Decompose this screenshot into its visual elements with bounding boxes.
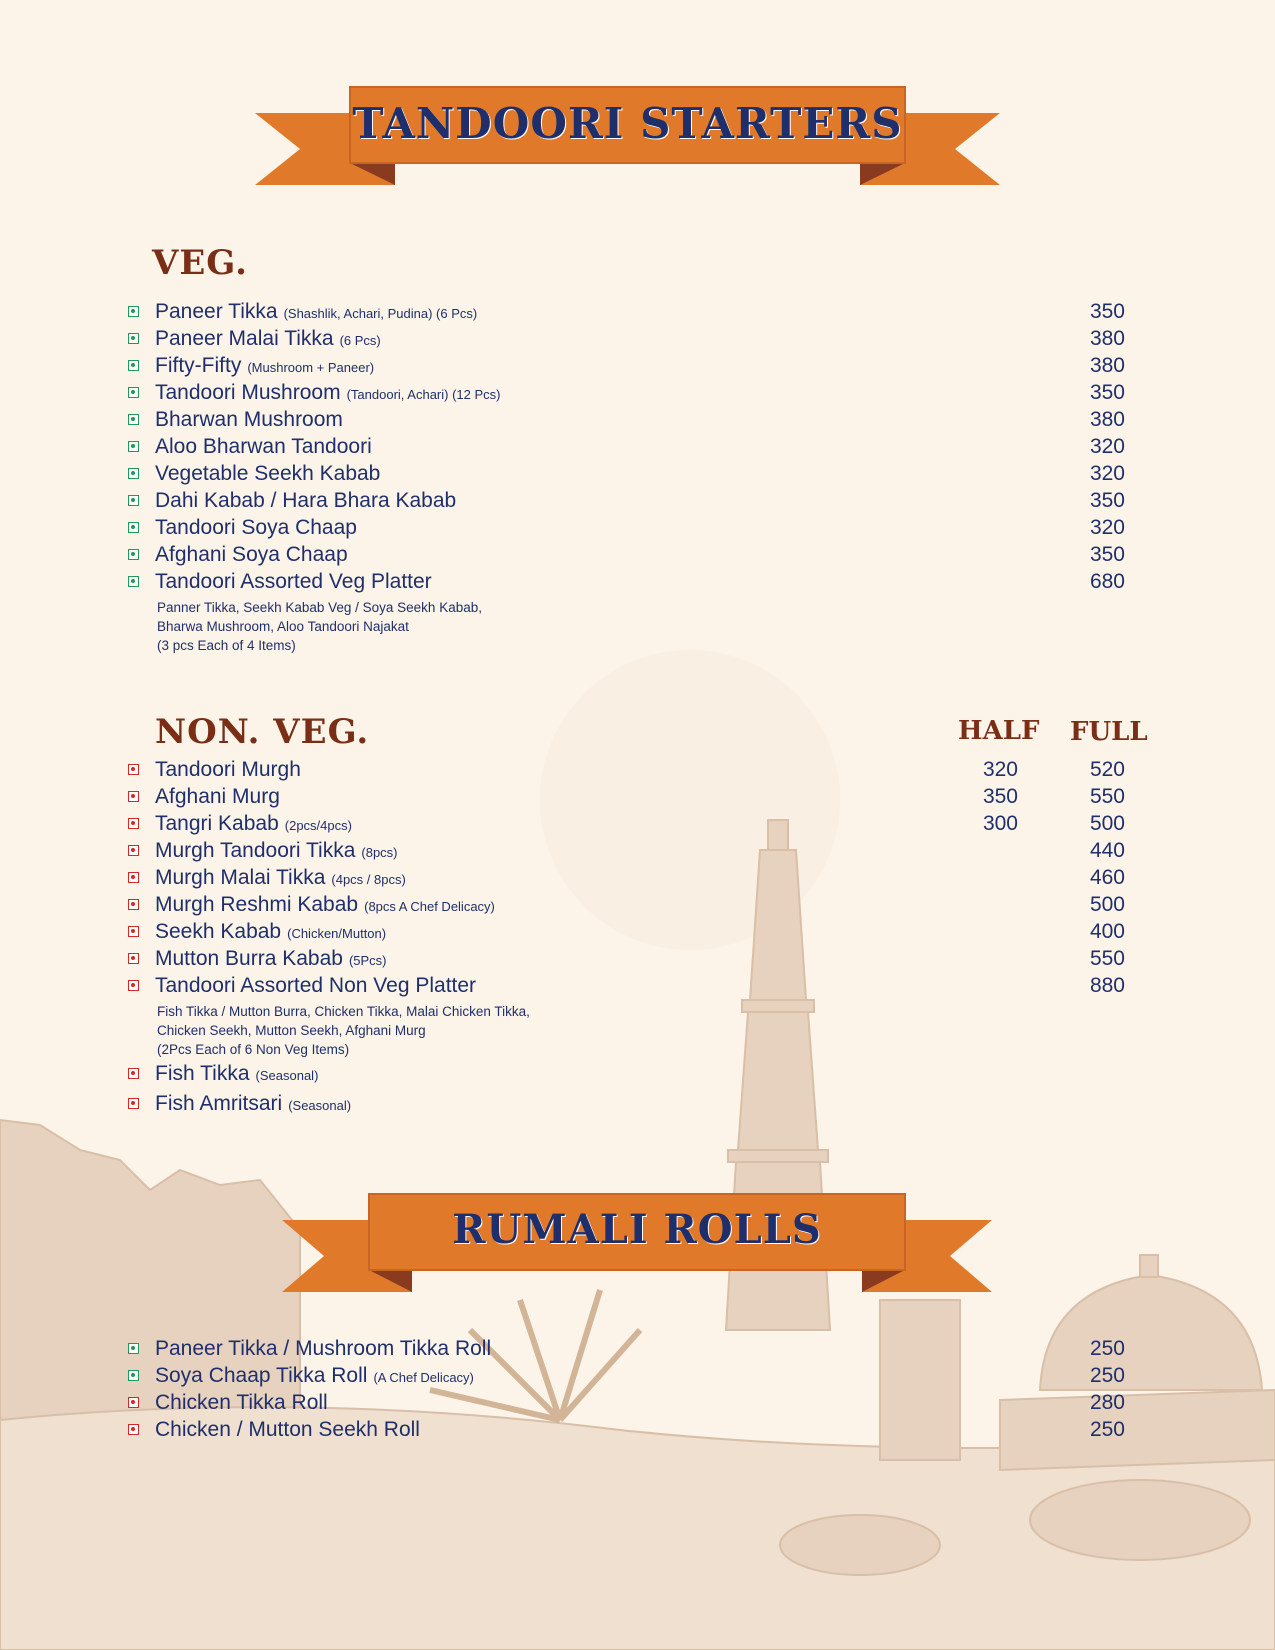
item-name: Afghani Soya Chaap xyxy=(155,543,348,566)
menu-item xyxy=(155,839,398,863)
item-note: (Shashlik, Achari, Pudina) (6 Pcs) xyxy=(283,306,478,321)
item-name: Murgh Malai Tikka xyxy=(155,866,326,889)
menu-item xyxy=(155,516,357,540)
menu-item xyxy=(155,893,495,917)
menu-item xyxy=(155,1337,491,1361)
item-name: Paneer Tikka / Mushroom Tikka Roll xyxy=(155,1337,492,1360)
menu-item-row xyxy=(0,1062,1275,1089)
item-name: Paneer Tikka xyxy=(155,300,278,323)
item-name: Tandoori Soya Chaap xyxy=(155,516,357,539)
price: 380 xyxy=(1089,408,1125,431)
item-name: Aloo Bharwan Tandoori xyxy=(155,435,372,458)
menu-item xyxy=(155,866,406,890)
menu-item xyxy=(155,1062,318,1086)
menu-item-row xyxy=(0,866,1275,893)
banner-title: TANDOORI STARTERS xyxy=(352,99,903,148)
menu-item-row xyxy=(0,812,1275,839)
menu-item-row xyxy=(0,354,1275,381)
price: 500 xyxy=(1089,893,1125,916)
item-note: (2pcs/4pcs) xyxy=(284,818,352,833)
item-name: Vegetable Seekh Kabab xyxy=(155,462,381,485)
nonveg-symbol-icon xyxy=(128,872,139,883)
veg-platter-description xyxy=(157,598,677,655)
item-note: (4pcs / 8pcs) xyxy=(331,872,406,887)
item-name: Bharwan Mushroom xyxy=(155,408,343,431)
menu-item xyxy=(155,327,381,351)
menu-item-row xyxy=(0,758,1275,785)
item-note: (A Chef Delicacy) xyxy=(373,1370,474,1385)
menu-item xyxy=(155,1391,328,1415)
item-name: Tandoori Murgh xyxy=(155,758,301,781)
veg-symbol-icon xyxy=(128,306,139,317)
nonveg-symbol-icon xyxy=(128,899,139,910)
menu-item xyxy=(155,758,301,782)
price: 550 xyxy=(1089,947,1125,970)
price: 500 xyxy=(1089,812,1125,835)
nonveg-symbol-icon xyxy=(128,1397,139,1408)
half-price: 350 xyxy=(982,785,1018,808)
item-note: (Seasonal) xyxy=(255,1068,319,1083)
menu-item xyxy=(155,435,372,459)
price: 400 xyxy=(1089,920,1125,943)
veg-symbol-icon xyxy=(128,333,139,344)
half-price: 300 xyxy=(982,812,1018,835)
item-name: Chicken Tikka Roll xyxy=(155,1391,328,1414)
price: 250 xyxy=(1089,1418,1125,1441)
nonveg-platter-description xyxy=(157,1002,677,1059)
nonveg-symbol-icon xyxy=(128,1068,139,1079)
item-name: Dahi Kabab / Hara Bhara Kabab xyxy=(155,489,457,512)
menu-item xyxy=(155,812,352,836)
nonveg-symbol-icon xyxy=(128,1098,139,1109)
menu-item-row xyxy=(0,435,1275,462)
menu-item-row xyxy=(0,1337,1275,1364)
item-name: Murgh Tandoori Tikka xyxy=(155,839,356,862)
veg-symbol-icon xyxy=(128,1343,139,1354)
nonveg-symbol-icon xyxy=(128,845,139,856)
item-name: Fish Tikka xyxy=(155,1062,250,1085)
price: 320 xyxy=(1089,435,1125,458)
price: 280 xyxy=(1089,1391,1125,1414)
half-column-header: HALF xyxy=(958,716,1040,746)
menu-item-row xyxy=(0,785,1275,812)
description-line: (3 pcs Each of 4 Items) xyxy=(157,638,296,653)
veg-symbol-icon xyxy=(128,1370,139,1381)
veg-symbol-icon xyxy=(128,387,139,398)
price: 350 xyxy=(1089,543,1125,566)
menu-item xyxy=(155,489,456,513)
menu-item-row xyxy=(0,327,1275,354)
menu-item xyxy=(155,543,348,567)
price: 350 xyxy=(1089,381,1125,404)
item-note: (6 Pcs) xyxy=(339,333,381,348)
item-name: Tandoori Mushroom xyxy=(155,381,341,404)
price: 680 xyxy=(1089,570,1125,593)
veg-symbol-icon xyxy=(128,468,139,479)
menu-item-row xyxy=(0,974,1275,1001)
menu-item xyxy=(155,300,477,324)
nonveg-symbol-icon xyxy=(128,1424,139,1435)
menu-item-row xyxy=(0,1092,1275,1119)
menu-item-row xyxy=(0,920,1275,947)
menu-item xyxy=(155,947,387,971)
item-name: Tangri Kabab xyxy=(155,812,279,835)
menu-item-row xyxy=(0,839,1275,866)
price: 350 xyxy=(1089,300,1125,323)
description-line: (2Pcs Each of 6 Non Veg Items) xyxy=(157,1042,350,1057)
item-name: Seekh Kabab xyxy=(155,920,282,943)
menu-item-row xyxy=(0,947,1275,974)
menu-item xyxy=(155,1418,420,1442)
menu-item-row xyxy=(0,462,1275,489)
nonveg-symbol-icon xyxy=(128,980,139,991)
veg-symbol-icon xyxy=(128,522,139,533)
price: 880 xyxy=(1089,974,1125,997)
menu-item-row xyxy=(0,543,1275,570)
menu-item-row xyxy=(0,516,1275,543)
veg-symbol-icon xyxy=(128,441,139,452)
item-name: Murgh Reshmi Kabab xyxy=(155,893,359,916)
price: 460 xyxy=(1089,866,1125,889)
veg-symbol-icon xyxy=(128,360,139,371)
menu-item-row xyxy=(0,408,1275,435)
veg-symbol-icon xyxy=(128,549,139,560)
item-name: Tandoori Assorted Non Veg Platter xyxy=(155,974,477,997)
item-note: (Tandoori, Achari) (12 Pcs) xyxy=(346,387,501,402)
menu-item xyxy=(155,974,476,998)
item-name: Fish Amritsari xyxy=(155,1092,283,1115)
price: 520 xyxy=(1089,758,1125,781)
price: 250 xyxy=(1089,1364,1125,1387)
full-column-header: FULL xyxy=(1070,717,1148,747)
menu-item xyxy=(155,570,432,594)
menu-item xyxy=(155,920,386,944)
item-name: Soya Chaap Tikka Roll xyxy=(155,1364,368,1387)
item-note: (8pcs) xyxy=(361,845,398,860)
nonveg-symbol-icon xyxy=(128,818,139,829)
nonveg-symbol-icon xyxy=(128,926,139,937)
menu-item-row xyxy=(0,893,1275,920)
menu-item-row xyxy=(0,1364,1275,1391)
item-note: (Seasonal) xyxy=(288,1098,352,1113)
menu-item xyxy=(155,785,280,809)
price: 350 xyxy=(1089,489,1125,512)
banner-title: RUMALI ROLLS xyxy=(452,1206,822,1253)
menu-item-row xyxy=(0,1418,1275,1445)
tandoori-starters-banner xyxy=(255,85,1000,190)
item-note: (Chicken/Mutton) xyxy=(287,926,387,941)
menu-item xyxy=(155,1364,474,1388)
menu-item-row xyxy=(0,570,1275,597)
nonveg-heading: NON. VEG. xyxy=(155,712,370,752)
description-line: Fish Tikka / Mutton Burra, Chicken Tikka, Malai Chicken Tikka, xyxy=(157,1004,530,1019)
menu-item xyxy=(155,381,501,405)
item-note: (8pcs A Chef Delicacy) xyxy=(364,899,495,914)
menu-item-row xyxy=(0,489,1275,516)
item-name: Tandoori Assorted Veg Platter xyxy=(155,570,432,593)
veg-symbol-icon xyxy=(128,576,139,587)
menu-item-row xyxy=(0,381,1275,408)
item-name: Paneer Malai Tikka xyxy=(155,327,334,350)
description-line: Chicken Seekh, Mutton Seekh, Afghani Murg xyxy=(157,1023,426,1038)
item-note: (5Pcs) xyxy=(348,953,387,968)
menu-item-row xyxy=(0,300,1275,327)
nonveg-symbol-icon xyxy=(128,791,139,802)
half-price: 320 xyxy=(982,758,1018,781)
item-name: Mutton Burra Kabab xyxy=(155,947,343,970)
nonveg-symbol-icon xyxy=(128,953,139,964)
price: 380 xyxy=(1089,354,1125,377)
item-name: Afghani Murg xyxy=(155,785,280,808)
menu-item xyxy=(155,1092,351,1116)
item-note: (Mushroom + Paneer) xyxy=(247,360,375,375)
nonveg-symbol-icon xyxy=(128,764,139,775)
veg-symbol-icon xyxy=(128,414,139,425)
veg-symbol-icon xyxy=(128,495,139,506)
item-name: Chicken / Mutton Seekh Roll xyxy=(155,1418,420,1441)
description-line: Bharwa Mushroom, Aloo Tandoori Najakat xyxy=(157,619,409,634)
item-name: Fifty-Fifty xyxy=(155,354,242,377)
price: 440 xyxy=(1089,839,1125,862)
price: 250 xyxy=(1089,1337,1125,1360)
description-line: Panner Tikka, Seekh Kabab Veg / Soya Seekh Kabab, xyxy=(157,600,482,615)
price: 320 xyxy=(1089,462,1125,485)
menu-item xyxy=(155,408,343,432)
price: 550 xyxy=(1089,785,1125,808)
menu-item-row xyxy=(0,1391,1275,1418)
price: 380 xyxy=(1089,327,1125,350)
menu-item xyxy=(155,354,374,378)
veg-heading: VEG. xyxy=(152,243,248,283)
rumali-rolls-banner xyxy=(282,1192,992,1297)
price: 320 xyxy=(1089,516,1125,539)
menu-item xyxy=(155,462,380,486)
